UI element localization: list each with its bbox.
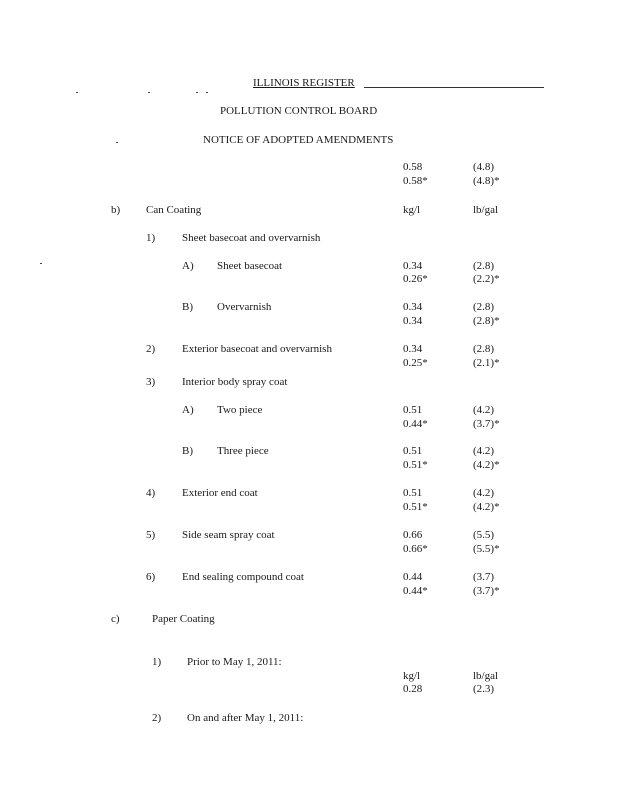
value-kg: 0.44* <box>403 418 428 430</box>
value-kg: 0.51 <box>403 404 423 416</box>
notice-title: NOTICE OF ADOPTED AMENDMENTS <box>203 134 394 146</box>
value-lb: (4.2) <box>473 445 495 457</box>
subitem-letter: A) <box>182 404 194 416</box>
value-lb: (2.8) <box>473 260 495 272</box>
register-title: ILLINOIS REGISTER <box>253 77 355 89</box>
value-kg: 0.34 <box>403 343 423 355</box>
header-rule <box>364 87 544 88</box>
top-value-kg: 0.58* <box>403 175 428 187</box>
top-value-lb: (4.8) <box>473 161 495 173</box>
value-lb: (3.7) <box>473 571 495 583</box>
unit-lb-header: lb/gal <box>473 204 499 216</box>
value-lb: (2.8)* <box>473 315 500 327</box>
scan-speck <box>206 92 208 93</box>
value-kg: 0.34 <box>403 260 423 272</box>
unit-kg-header: kg/l <box>403 204 421 216</box>
item-title: End sealing compound coat <box>182 571 304 583</box>
item-number: 4) <box>146 487 156 499</box>
subitem-title: Sheet basecoat <box>217 260 283 272</box>
value-lb: (3.7)* <box>473 418 500 430</box>
subitem-title: Overvarnish <box>217 301 272 313</box>
value-lb: (5.5) <box>473 529 495 541</box>
subitem-title: Two piece <box>217 404 263 416</box>
item-title: On and after May 1, 2011: <box>187 712 304 724</box>
scan-speck <box>116 142 118 143</box>
section-b-label: b) <box>111 204 121 216</box>
item-number: 6) <box>146 571 156 583</box>
item-title: Interior body spray coat <box>182 376 288 388</box>
value-kg: 0.66* <box>403 543 428 555</box>
value-lb: (3.7)* <box>473 585 500 597</box>
item-title: Exterior basecoat and overvarnish <box>182 343 332 355</box>
value-kg: 0.44* <box>403 585 428 597</box>
value-lb: (2.8) <box>473 343 495 355</box>
scan-speck <box>196 92 198 93</box>
item-number: 1) <box>152 656 162 668</box>
value-kg: 0.34 <box>403 315 423 327</box>
value-kg: 0.34 <box>403 301 423 313</box>
value-lb: (4.2) <box>473 404 495 416</box>
item-title: Side seam spray coat <box>182 529 275 541</box>
section-c-title: Paper Coating <box>152 613 215 625</box>
item-title: Prior to May 1, 2011: <box>187 656 282 668</box>
value-kg: 0.28 <box>403 683 423 695</box>
value-kg: 0.44 <box>403 571 423 583</box>
item-number: 1) <box>146 232 156 244</box>
scan-speck <box>40 263 42 264</box>
section-c-label: c) <box>111 613 120 625</box>
item-title: Sheet basecoat and overvarnish <box>182 232 321 244</box>
item-title: Exterior end coat <box>182 487 258 499</box>
subitem-title: Three piece <box>217 445 269 457</box>
top-value-lb: (4.8)* <box>473 175 500 187</box>
unit-kg-header: kg/l <box>403 670 421 682</box>
scan-speck <box>148 92 150 93</box>
subitem-letter: B) <box>182 445 193 457</box>
value-lb: (2.8) <box>473 301 495 313</box>
top-value-kg: 0.58 <box>403 161 423 173</box>
value-kg: 0.26* <box>403 273 428 285</box>
value-kg: 0.25* <box>403 357 428 369</box>
value-lb: (2.1)* <box>473 357 500 369</box>
value-lb: (2.2)* <box>473 273 500 285</box>
value-lb: (4.2)* <box>473 459 500 471</box>
value-kg: 0.51 <box>403 487 423 499</box>
section-b-title: Can Coating <box>146 204 202 216</box>
item-number: 3) <box>146 376 156 388</box>
value-kg: 0.51* <box>403 501 428 513</box>
item-number: 2) <box>146 343 156 355</box>
value-lb: (4.2) <box>473 487 495 499</box>
board-title: POLLUTION CONTROL BOARD <box>220 105 378 117</box>
item-number: 2) <box>152 712 162 724</box>
scan-speck <box>76 92 78 93</box>
value-kg: 0.66 <box>403 529 423 541</box>
value-lb: (5.5)* <box>473 543 500 555</box>
value-kg: 0.51* <box>403 459 428 471</box>
subitem-letter: B) <box>182 301 193 313</box>
subitem-letter: A) <box>182 260 194 272</box>
item-number: 5) <box>146 529 156 541</box>
value-kg: 0.51 <box>403 445 423 457</box>
unit-lb-header: lb/gal <box>473 670 499 682</box>
value-lb: (2.3) <box>473 683 495 695</box>
value-lb: (4.2)* <box>473 501 500 513</box>
